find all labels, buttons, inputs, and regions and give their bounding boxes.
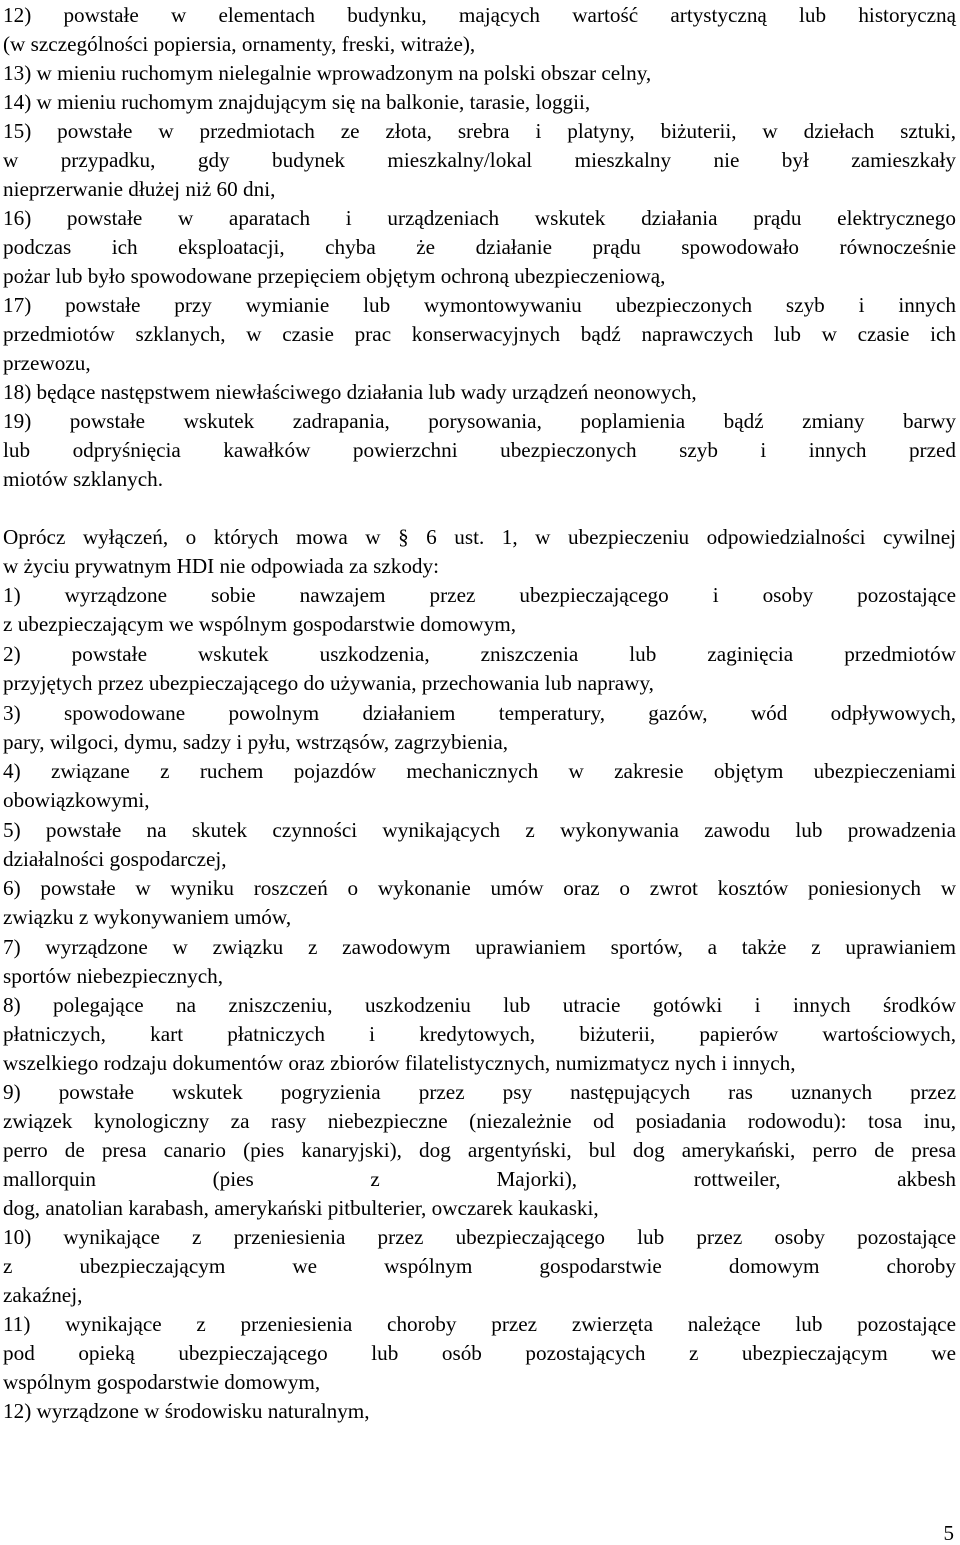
text-line: 12) wyrządzone w środowisku naturalnym, — [3, 1399, 370, 1423]
text-line: 13) w mieniu ruchomym nielegalnie wprowadzonym na polski obszar celny, — [3, 61, 652, 85]
text-line: płatniczych, kart płatniczych i kredytowych, biżuterii, papierów wartościowych, — [3, 1022, 956, 1046]
text-line: obowiązkowymi, — [3, 788, 150, 812]
text-line: dog, anatolian karabash, amerykański pitbulterier, owczarek kaukaski, — [3, 1196, 599, 1220]
text-line: w życiu prywatnym HDI nie odpowiada za szkody: — [3, 554, 439, 578]
text-line: (w szczególności popiersia, ornamenty, freski, witraże), — [3, 32, 476, 56]
text-line: lub odpryśnięcia kawałków powierzchni ubezpieczonych szyb i innych przed — [3, 438, 956, 462]
text-line: z ubezpieczającym we wspólnym gospodarstwie domowym, — [3, 612, 517, 636]
text-line: 16) powstałe w aparatach i urządzeniach wskutek działania prądu elektrycznego — [3, 206, 956, 230]
text-line: 10) wynikające z przeniesienia przez ubezpieczającego lub przez osoby pozostające — [3, 1225, 956, 1249]
text-line: pod opieką ubezpieczającego lub osób pozostających z ubezpieczającym we — [3, 1341, 956, 1365]
text-line: 19) powstałe wskutek zadrapania, porysowania, poplamienia bądź zmiany barwy — [3, 409, 956, 433]
text-line: działalności gospodarczej, — [3, 847, 227, 871]
text-line: 9) powstałe wskutek pogryzienia przez psy następujących ras uznanych przez — [3, 1080, 956, 1104]
text-line: 2) powstałe wskutek uszkodzenia, zniszczenia lub zaginięcia przedmiotów — [3, 642, 956, 666]
text-line: przedmiotów szklanych, w czasie prac konserwacyjnych bądź naprawczych lub w czasie ich — [3, 322, 956, 346]
text-line: perro de presa canario (pies kanaryjski), dog argentyński, bul dog amerykański, perro de presa — [3, 1138, 956, 1162]
text-line: sportów niebezpiecznych, — [3, 964, 224, 988]
text-line: zakaźnej, — [3, 1283, 83, 1307]
text-line: pożar lub było spowodowane przepięciem objętym ochroną ubezpieczeniową, — [3, 264, 666, 288]
text-line: nieprzerwanie dłużej niż 60 dni, — [3, 177, 276, 201]
text-line: Oprócz wyłączeń, o których mowa w § 6 ust. 1, w ubezpieczeniu odpowiedzialności cywilnej — [3, 525, 956, 549]
text-line: wszelkiego rodzaju dokumentów oraz zbiorów filatelistycznych, numizmatycz nych i innych, — [3, 1051, 796, 1075]
text-line: mallorquin (pies z Majorki), rottweiler, akbesh — [3, 1167, 956, 1191]
text-line: związku z wykonywaniem umów, — [3, 905, 292, 929]
text-line: 17) powstałe przy wymianie lub wymontowywaniu ubezpieczonych szyb i innych — [3, 293, 956, 317]
text-line: 7) wyrządzone w związku z zawodowym uprawianiem sportów, a także z uprawianiem — [3, 935, 956, 959]
text-line: 14) w mieniu ruchomym znajdującym się na balkonie, tarasie, loggii, — [3, 90, 591, 114]
text-line: przyjętych przez ubezpieczającego do używania, przechowania lub naprawy, — [3, 671, 654, 695]
text-line: 3) spowodowane powolnym działaniem temperatury, gazów, wód odpływowych, — [3, 701, 956, 725]
text-line: z ubezpieczającym we wspólnym gospodarstwie domowym choroby — [3, 1254, 956, 1278]
page-number: 5 — [943, 1521, 954, 1545]
text-line: w przypadku, gdy budynek mieszkalny/lokal mieszkalny nie był zamieszkały — [3, 148, 956, 172]
text-line: 4) związane z ruchem pojazdów mechanicznych w zakresie objętym ubezpieczeniami — [3, 759, 956, 783]
text-line: 1) wyrządzone sobie nawzajem przez ubezpieczającego i osoby pozostające — [3, 583, 956, 607]
text-line: wspólnym gospodarstwie domowym, — [3, 1370, 321, 1394]
text-line: 15) powstałe w przedmiotach ze złota, srebra i platyny, biżuterii, w dziełach sztuki, — [3, 119, 956, 143]
text-line: 12) powstałe w elementach budynku, mających wartość artystyczną lub historyczną — [3, 3, 956, 27]
text-line: 5) powstałe na skutek czynności wynikających z wykonywania zawodu lub prowadzenia — [3, 818, 956, 842]
text-line: 11) wynikające z przeniesienia choroby przez zwierzęta należące lub pozostające — [3, 1312, 956, 1336]
text-line: 18) będące następstwem niewłaściwego działania lub wady urządzeń neonowych, — [3, 380, 697, 404]
text-line: miotów szklanych. — [3, 467, 164, 491]
text-line: pary, wilgoci, dymu, sadzy i pyłu, wstrząsów, zagrzybienia, — [3, 730, 509, 754]
text-line: podczas ich eksploatacji, chyba że działanie prądu spowodowało równocześnie — [3, 235, 956, 259]
text-line: związek kynologiczny za rasy niebezpieczne (niezależnie od posiadania rodowodu): tosa inu, — [3, 1109, 956, 1133]
text-line: przewozu, — [3, 351, 91, 375]
text-line: 8) polegające na zniszczeniu, uszkodzeniu lub utracie gotówki i innych środków — [3, 993, 956, 1017]
text-line: 6) powstałe w wyniku roszczeń o wykonanie umów oraz o zwrot kosztów poniesionych w — [3, 876, 956, 900]
